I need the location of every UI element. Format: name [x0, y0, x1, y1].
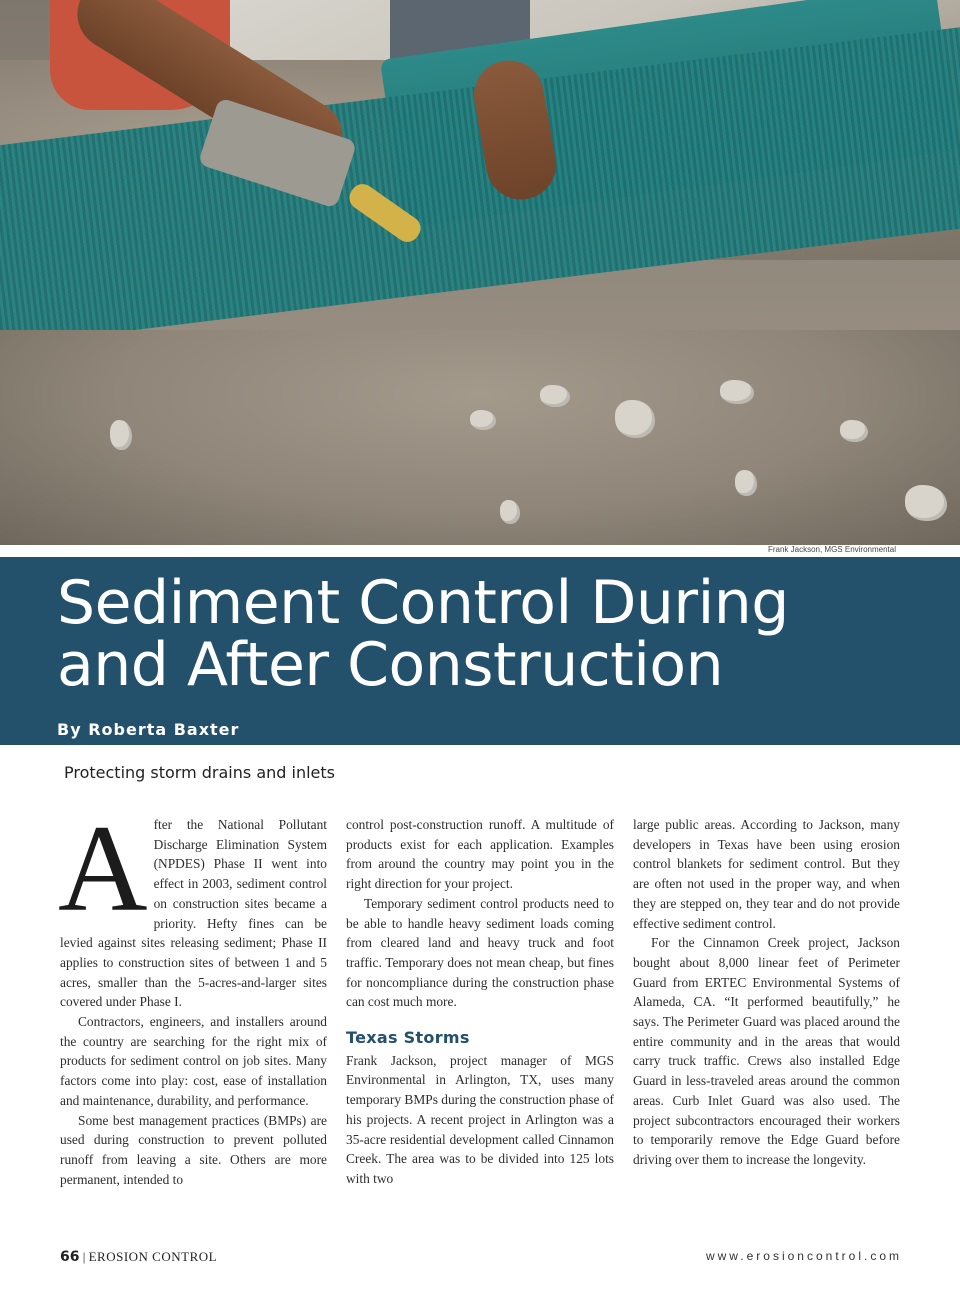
rock	[720, 380, 754, 404]
paragraph	[58, 800, 327, 1012]
paragraph-text: fter the National Pollutant Discharge Elimination System (NPDES) Phase II went into effect in 2003, sediment control on construction sites became a priority. Hefty fines can be levied against sites releasing sediment; Phase II applies to construction sites of between 1 and 5 acres, smaller than the 5-acres-and-larger sites covered under Phase I.	[60, 817, 327, 1010]
gravel-ground	[0, 330, 960, 545]
byline: By Roberta Baxter	[57, 720, 240, 739]
article-column-3	[633, 815, 900, 1170]
folio-separator: |	[82, 1249, 86, 1264]
rock	[840, 420, 868, 442]
title-line-1: Sediment Control During	[57, 568, 789, 638]
paragraph: control post-construction runoff. A multitude of products exist for each application. Examples from around the country may point you in the right direction for your project.	[346, 817, 614, 892]
subtitle: Protecting storm drains and inlets	[64, 763, 335, 782]
rock	[540, 385, 570, 407]
hero-photo	[0, 0, 960, 545]
paragraph: Frank Jackson, project manager of MGS Environmental in Arlington, TX, uses many temporary BMPs during the construction phase of his projects. A recent project in Arlington was a 35-acre residential development called Cinnamon Creek. The area was to be divided into 125 lots with two	[346, 1052, 614, 1186]
page-folio	[60, 1249, 217, 1265]
rock	[615, 400, 655, 438]
article-column-2	[346, 815, 614, 1189]
article-title	[57, 568, 937, 700]
magazine-url: www.erosioncontrol.com	[705, 1249, 902, 1263]
paragraph: large public areas. According to Jackson, many developers in Texas have been using erosion control blankets for sediment control. But they are often not used in the proper way, and when they are stepped on, they tear and do not provide effective sediment control.	[633, 817, 900, 931]
photo-credit: Frank Jackson, MGS Environmental	[767, 545, 896, 554]
drop-cap: A	[58, 800, 148, 937]
page-number: 66	[60, 1249, 80, 1265]
article-column-1	[58, 800, 327, 1189]
section-heading: Texas Storms	[346, 1028, 470, 1048]
title-line-2: and After Construction	[57, 630, 724, 700]
paragraph: Some best management practices (BMPs) are used during construction to prevent polluted runoff from leaving a site. Others are more permanent, intended to	[60, 1112, 327, 1187]
rock	[110, 420, 132, 450]
magazine-name: EROSION CONTROL	[88, 1249, 218, 1264]
rock	[905, 485, 947, 521]
paragraph: Temporary sediment control products need to be able to handle heavy sediment loads coming from cleared land and heavy truck and foot traffic. Temporary does not mean cheap, but fines for noncompliance during the construction phase can cost much more.	[346, 895, 614, 1010]
rock	[470, 410, 496, 430]
paragraph: For the Cinnamon Creek project, Jackson bought about 8,000 linear feet of Perimeter Guard from ERTEC Environmental Systems of Alameda, CA. “It performed beautifully,” he says. The Perimeter Guard was placed around the entire community and in the areas that would carry truck traffic. Crews also installed Edge Guard in less-traveled areas around the common areas. Curb Inlet Guard was also used. The project subcontractors encouraged their workers to temporarily remove the Edge Guard before driving over them to increase the longevity.	[633, 935, 900, 1167]
rock	[500, 500, 520, 524]
paragraph: Contractors, engineers, and installers around the country are searching for the right mix of products for sediment control on job sites. Many factors come into play: cost, ease of installation and maintenance, durability, and performance.	[60, 1014, 327, 1108]
rock	[735, 470, 757, 496]
